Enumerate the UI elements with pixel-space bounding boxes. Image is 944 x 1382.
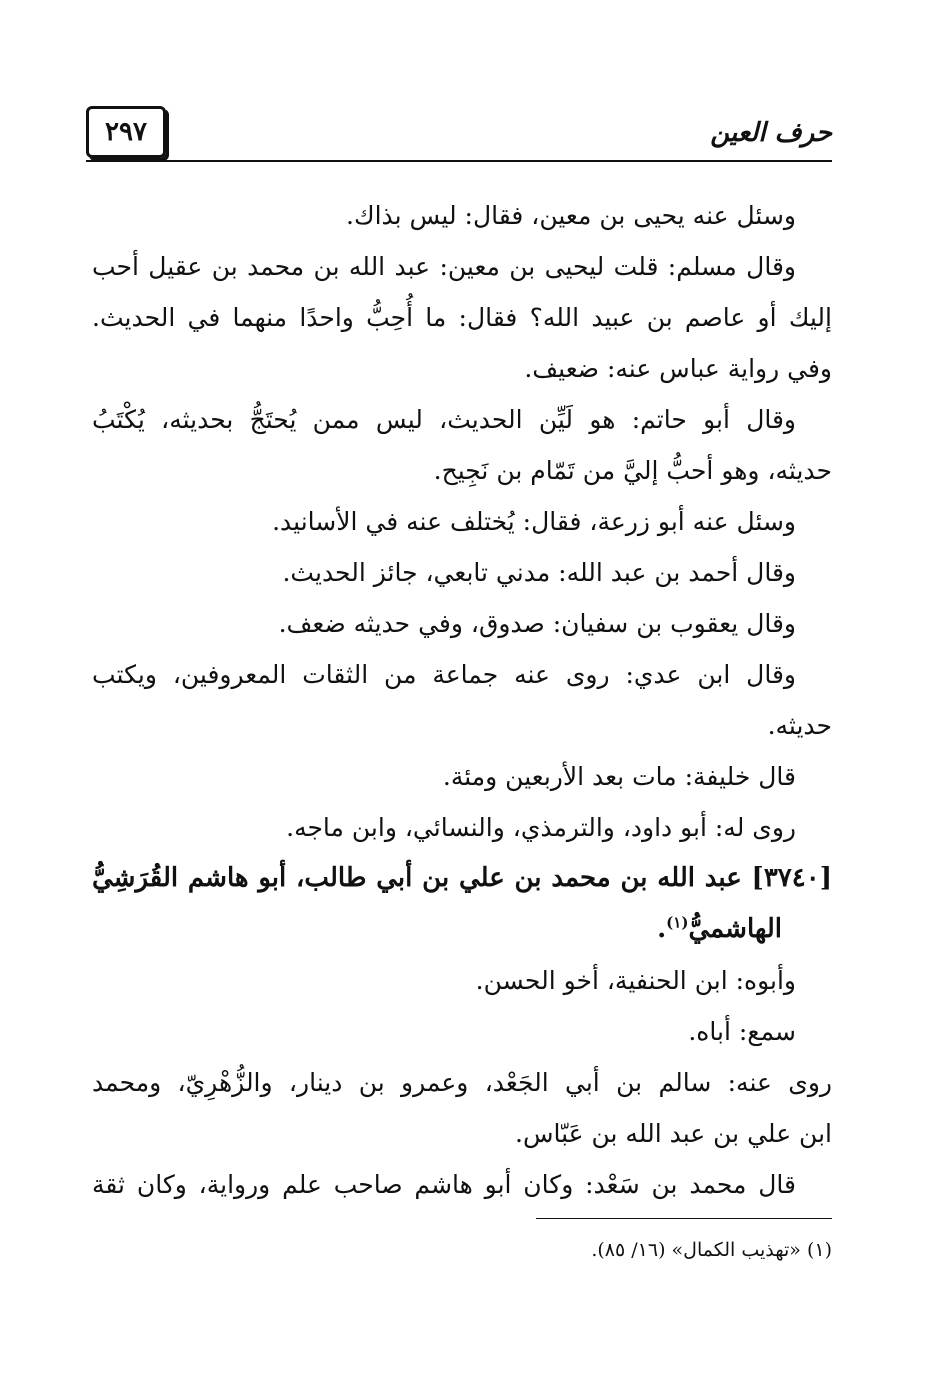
text-line: وأبوه: ابن الحنفية، أخو الحسن. — [475, 966, 796, 995]
text-line: روى عنه: سالم بن أبي الجَعْد، وعمرو بن دينار، والزُّهْرِيّ، ومحمد — [92, 1068, 832, 1097]
footnote: (١) «تهذيب الكمال» (١٦/ ٨٥). — [591, 1239, 832, 1261]
text-line: قال خليفة: مات بعد الأربعين ومئة. — [442, 762, 796, 791]
text-line: حديثه. — [767, 711, 832, 740]
page-number: ٢٩٧ — [86, 106, 166, 158]
text-line: حديثه، وهو أحبُّ إليَّ من تَمّام بن نَجِيح. — [433, 456, 832, 485]
entry-heading-cont — [92, 904, 832, 955]
text-line: وقال أبو حاتم: هو لَيِّن الحديث، ليس ممن يُحتَجُّ بحديثه، يُكْتَبُ — [92, 405, 796, 434]
entry-heading: [٣٧٤٠] عبد الله بن محمد بن علي بن أبي طالب، أبو هاشم القُرَشِيُّ — [92, 863, 832, 893]
text-line: سمع: أباه. — [688, 1017, 796, 1046]
text-line: وقال ابن عدي: روى عنه جماعة من الثقات المعروفين، ويكتب — [92, 660, 796, 689]
entry-heading-text: الهاشميُّ — [688, 914, 782, 944]
footnote-ref: (١) — [666, 913, 689, 932]
text-line: وسئل عنه يحيى بن معين، فقال: ليس بذاك. — [346, 201, 796, 230]
text-line: وقال أحمد بن عبد الله: مدني تابعي، جائز الحديث. — [282, 558, 796, 587]
header-rule — [86, 160, 832, 162]
text-line: روى له: أبو داود، والترمذي، والنسائي، وابن ماجه. — [286, 813, 796, 842]
text-line: وفي رواية عباس عنه: ضعيف. — [524, 354, 832, 383]
heading-end-dot: . — [657, 914, 667, 944]
footnote-rule — [536, 1218, 832, 1219]
text-line: وسئل عنه أبو زرعة، فقال: يُختلف عنه في الأسانيد. — [272, 507, 796, 536]
text-line: وقال يعقوب بن سفيان: صدوق، وفي حديثه ضعف. — [278, 609, 796, 638]
text-line: ابن علي بن عبد الله بن عَبّاس. — [515, 1119, 832, 1148]
text-line: إليك أو عاصم بن عبيد الله؟ فقال: ما أُحِبُّ واحدًا منهما في الحديث. — [92, 303, 832, 332]
main-text — [92, 190, 832, 1210]
running-head: حرف العين — [710, 118, 832, 148]
text-line: وقال مسلم: قلت ليحيى بن معين: عبد الله بن محمد بن عقيل أحب — [92, 252, 796, 281]
text-line: قال محمد بن سَعْد: وكان أبو هاشم صاحب علم ورواية، وكان ثقة — [92, 1170, 796, 1199]
